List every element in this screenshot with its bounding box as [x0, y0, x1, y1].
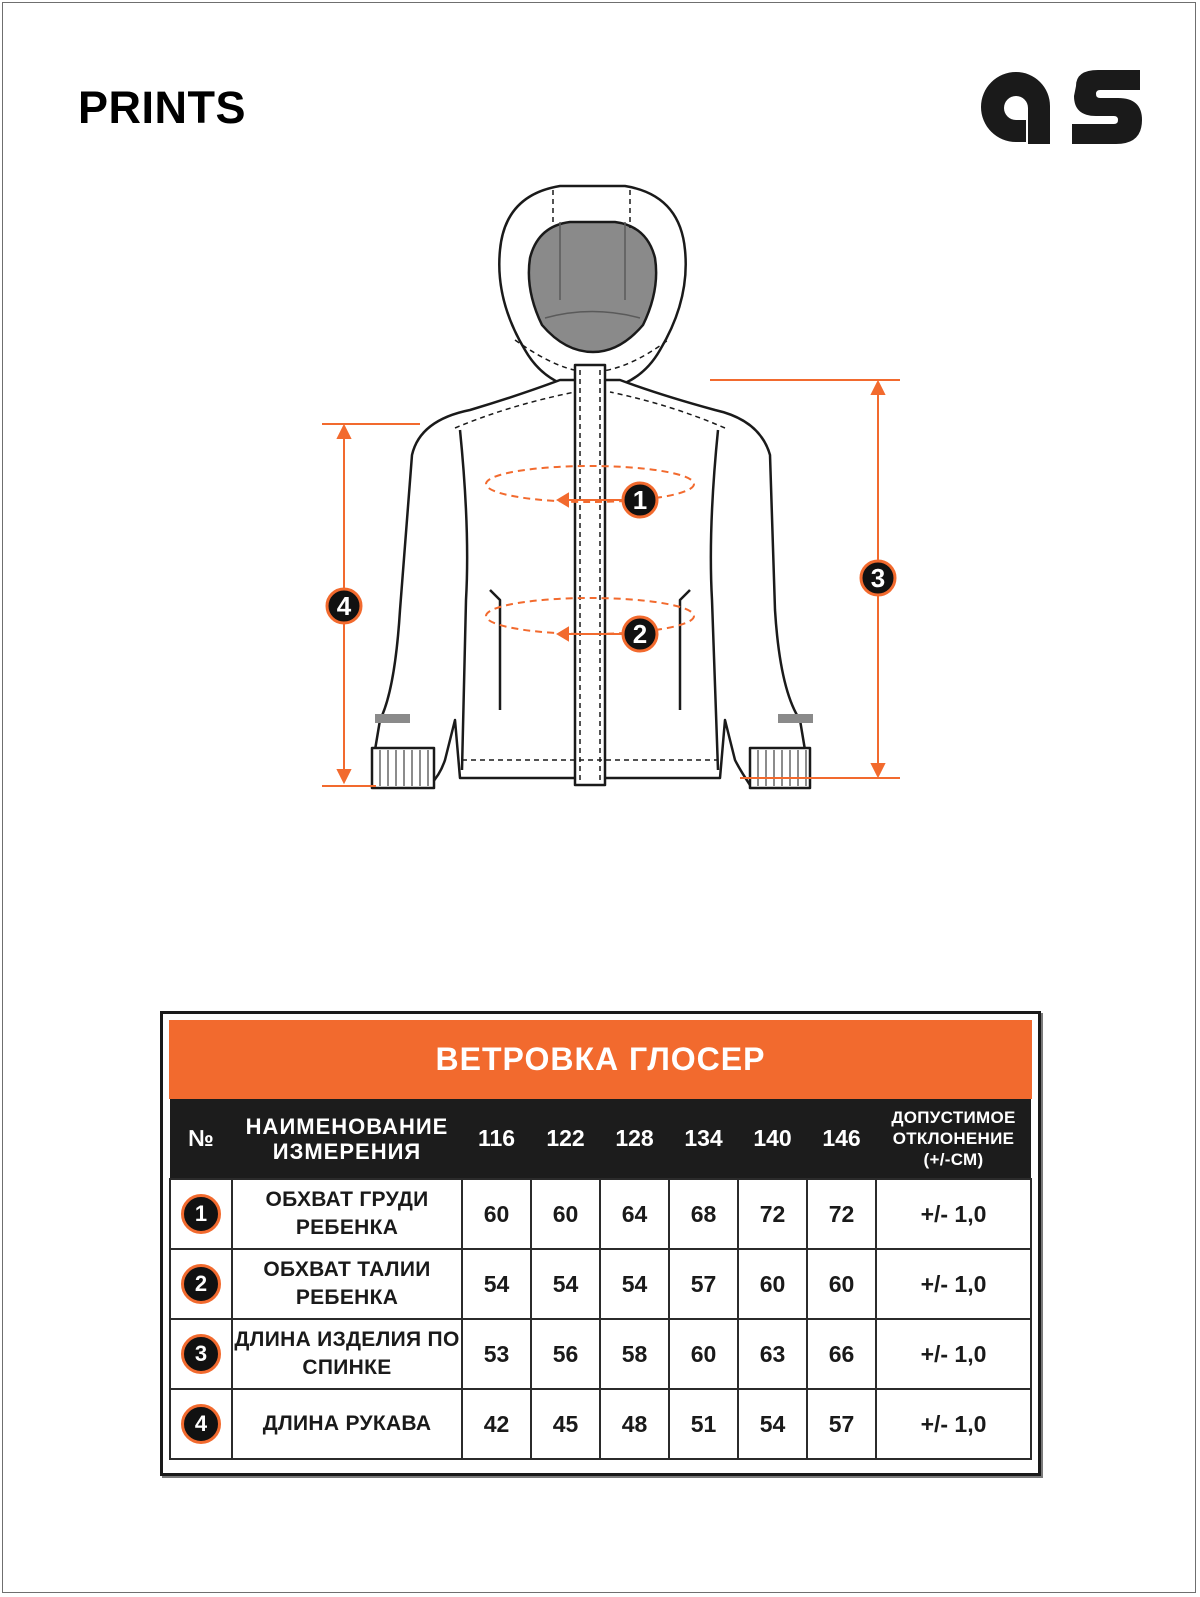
measurements-table — [169, 1099, 1032, 1460]
row-number — [170, 1249, 232, 1319]
row-number — [170, 1179, 232, 1249]
number-badge: 4 — [181, 1404, 221, 1444]
size-value: 54 — [531, 1249, 600, 1319]
marker-4 — [327, 589, 361, 623]
size-value: 54 — [738, 1389, 807, 1459]
number-badge: 3 — [181, 1334, 221, 1374]
size-value: 68 — [669, 1179, 738, 1249]
col-size: 128 — [600, 1099, 669, 1179]
measurement-name — [232, 1389, 462, 1459]
deviation-value: +/- 1,0 — [876, 1389, 1031, 1459]
size-value: 54 — [462, 1249, 531, 1319]
table-row — [170, 1319, 1031, 1389]
size-value: 72 — [807, 1179, 876, 1249]
col-name-line1: НАИМЕНОВАНИЕ — [245, 1113, 449, 1139]
svg-text:4: 4 — [336, 591, 352, 621]
size-value: 54 — [600, 1249, 669, 1319]
col-size: 140 — [738, 1099, 807, 1179]
table-row — [170, 1249, 1031, 1319]
marker-3 — [861, 561, 895, 595]
name-line1: ДЛИНА РУКАВА — [262, 1412, 432, 1435]
table-row — [170, 1389, 1031, 1459]
header-row — [170, 1099, 1031, 1179]
size-value: 60 — [462, 1179, 531, 1249]
name-line2: РЕБЕНКА — [295, 1286, 399, 1309]
marker-1 — [623, 483, 657, 517]
svg-text:2: 2 — [632, 619, 648, 649]
deviation-value: +/- 1,0 — [876, 1249, 1031, 1319]
col-deviation-line1: ДОПУСТИМОЕ — [891, 1108, 1016, 1127]
table-row — [170, 1179, 1031, 1249]
svg-text:1: 1 — [632, 485, 648, 515]
measurement-name — [232, 1179, 462, 1249]
size-chart-table — [160, 1011, 1041, 1476]
size-value: 53 — [462, 1319, 531, 1389]
size-value: 60 — [738, 1249, 807, 1319]
size-value: 60 — [531, 1179, 600, 1249]
col-size: 134 — [669, 1099, 738, 1179]
col-name-line2: ИЗМЕРЕНИЯ — [272, 1138, 422, 1164]
col-name — [232, 1099, 462, 1179]
name-line2: РЕБЕНКА — [295, 1216, 399, 1239]
name-line1: ДЛИНА ИЗДЕЛИЯ ПО — [234, 1328, 460, 1351]
size-value: 45 — [531, 1389, 600, 1459]
col-no: № — [170, 1099, 232, 1179]
marker-2 — [623, 617, 657, 651]
col-deviation-line2: ОТКЛОНЕНИЕ — [892, 1129, 1015, 1148]
size-value: 48 — [600, 1389, 669, 1459]
deviation-value: +/- 1,0 — [876, 1319, 1031, 1389]
col-size: 122 — [531, 1099, 600, 1179]
size-value: 66 — [807, 1319, 876, 1389]
hood-inner — [529, 222, 656, 352]
size-value: 57 — [807, 1389, 876, 1459]
svg-text:3: 3 — [870, 563, 886, 593]
name-line1: ОБХВАТ ГРУДИ — [265, 1188, 429, 1211]
table-title: ВЕТРОВКА ГЛОСЕР — [169, 1020, 1032, 1099]
number-badge: 2 — [181, 1264, 221, 1304]
col-deviation-line3: (+/-СМ) — [923, 1150, 984, 1169]
name-line1: ОБХВАТ ТАЛИИ — [263, 1258, 431, 1281]
size-value: 72 — [738, 1179, 807, 1249]
size-value: 64 — [600, 1179, 669, 1249]
size-value: 58 — [600, 1319, 669, 1389]
brand-title: PRINTS — [78, 82, 247, 133]
measurement-name — [232, 1319, 462, 1389]
col-deviation — [876, 1099, 1031, 1179]
name-line2: СПИНКЕ — [302, 1356, 392, 1379]
row-number — [170, 1389, 232, 1459]
size-value: 60 — [669, 1319, 738, 1389]
deviation-value: +/- 1,0 — [876, 1179, 1031, 1249]
size-value: 60 — [807, 1249, 876, 1319]
col-size: 146 — [807, 1099, 876, 1179]
row-number — [170, 1319, 232, 1389]
number-badge: 1 — [181, 1194, 221, 1234]
size-value: 42 — [462, 1389, 531, 1459]
size-value: 51 — [669, 1389, 738, 1459]
size-value: 63 — [738, 1319, 807, 1389]
col-size: 116 — [462, 1099, 531, 1179]
size-value: 57 — [669, 1249, 738, 1319]
size-value: 56 — [531, 1319, 600, 1389]
measurement-name — [232, 1249, 462, 1319]
